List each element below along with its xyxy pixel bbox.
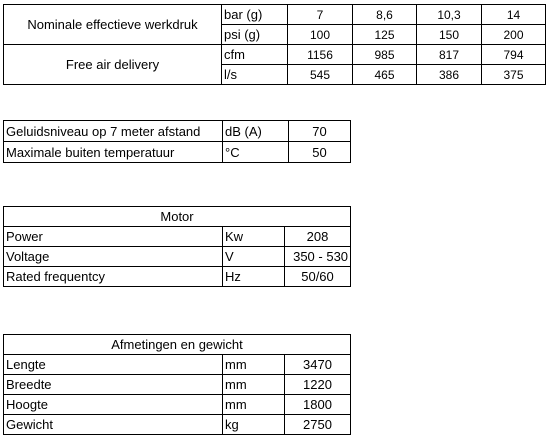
- value-cell: 375: [482, 65, 546, 85]
- table-row: [4, 395, 351, 415]
- motor-table: [3, 206, 351, 287]
- performance-table: [3, 4, 546, 85]
- table-row: [4, 355, 351, 375]
- label-cell: Power: [4, 227, 223, 247]
- table-row: [4, 45, 546, 65]
- value-cell: 70: [289, 121, 351, 142]
- value-cell: 985: [353, 45, 417, 65]
- value-cell: 14: [482, 5, 546, 25]
- value-cell: 350 - 530: [285, 247, 351, 267]
- label-cell: Voltage: [4, 247, 223, 267]
- value-cell: 208: [285, 227, 351, 247]
- unit-cell: l/s: [222, 65, 288, 85]
- label-cell: Maximale buiten temperatuur: [4, 142, 223, 163]
- dimensions-table: [3, 334, 351, 435]
- table-row: [4, 142, 351, 163]
- unit-cell: °C: [223, 142, 289, 163]
- label-cell: Breedte: [4, 375, 223, 395]
- label-cell: Lengte: [4, 355, 223, 375]
- unit-cell: V: [223, 247, 285, 267]
- table-header-row: [4, 335, 351, 355]
- value-cell: 7: [288, 5, 353, 25]
- table-row: [4, 375, 351, 395]
- unit-cell: Hz: [223, 267, 285, 287]
- table-row: [4, 247, 351, 267]
- motor-title: Motor: [4, 207, 351, 227]
- label-cell: Hoogte: [4, 395, 223, 415]
- table-row: [4, 227, 351, 247]
- label-cell: Rated frequentcy: [4, 267, 223, 287]
- unit-cell: bar (g): [222, 5, 288, 25]
- air-delivery-label: Free air delivery: [4, 45, 222, 85]
- unit-cell: mm: [223, 375, 285, 395]
- value-cell: 1220: [285, 375, 351, 395]
- value-cell: 794: [482, 45, 546, 65]
- value-cell: 150: [417, 25, 482, 45]
- label-cell: Gewicht: [4, 415, 223, 435]
- table-row: [4, 5, 546, 25]
- value-cell: 100: [288, 25, 353, 45]
- unit-cell: psi (g): [222, 25, 288, 45]
- unit-cell: cfm: [222, 45, 288, 65]
- pressure-label: Nominale effectieve werkdruk: [4, 5, 222, 45]
- unit-cell: dB (A): [223, 121, 289, 142]
- table-header-row: [4, 207, 351, 227]
- value-cell: 3470: [285, 355, 351, 375]
- table-row: [4, 121, 351, 142]
- value-cell: 50: [289, 142, 351, 163]
- table-row: [4, 267, 351, 287]
- value-cell: 125: [353, 25, 417, 45]
- value-cell: 386: [417, 65, 482, 85]
- unit-cell: kg: [223, 415, 285, 435]
- label-cell: Geluidsniveau op 7 meter afstand: [4, 121, 223, 142]
- value-cell: 465: [353, 65, 417, 85]
- value-cell: 545: [288, 65, 353, 85]
- unit-cell: mm: [223, 395, 285, 415]
- value-cell: 200: [482, 25, 546, 45]
- value-cell: 50/60: [285, 267, 351, 287]
- value-cell: 817: [417, 45, 482, 65]
- value-cell: 8,6: [353, 5, 417, 25]
- environment-table: [3, 120, 351, 163]
- value-cell: 10,3: [417, 5, 482, 25]
- unit-cell: mm: [223, 355, 285, 375]
- unit-cell: Kw: [223, 227, 285, 247]
- dimensions-title: Afmetingen en gewicht: [4, 335, 351, 355]
- table-row: [4, 415, 351, 435]
- value-cell: 2750: [285, 415, 351, 435]
- value-cell: 1800: [285, 395, 351, 415]
- value-cell: 1156: [288, 45, 353, 65]
